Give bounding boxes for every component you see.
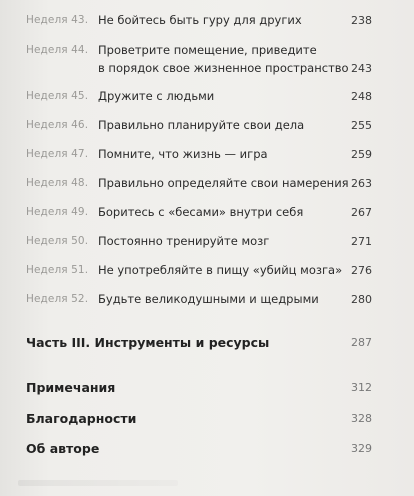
toc-section-page: 287 — [351, 336, 372, 349]
toc-entry-title: Правильно определяйте свои намерения — [98, 176, 349, 190]
toc-entry-week-label: Неделя 48. — [26, 177, 89, 189]
toc-entry-week-label: Неделя 46. — [26, 119, 89, 131]
toc-entry-title: Не бойтесь быть гуру для других — [98, 13, 302, 27]
toc-entry-week-label: Неделя 50. — [26, 235, 89, 247]
toc-entry-page: 280 — [351, 293, 372, 306]
toc-entry-title: Постоянно тренируйте мозг — [98, 234, 270, 248]
toc-section-page: 329 — [351, 442, 372, 455]
toc-entry-title: Правильно планируйте свои дела — [98, 118, 305, 132]
toc-section-page: 312 — [351, 381, 372, 394]
toc-entry-page: 248 — [351, 90, 372, 103]
toc-section-title: Часть III. Инструменты и ресурсы — [26, 335, 270, 350]
toc-entry-title-continued: в порядок свое жизненное пространство — [98, 61, 349, 75]
bleed-through-shadow — [18, 480, 178, 486]
toc-entry-page: 263 — [351, 177, 372, 190]
toc-entry-title: Боритесь с «бесами» внутри себя — [98, 205, 304, 219]
toc-section-title: Об авторе — [26, 441, 100, 456]
toc-entry-week-label: Неделя 47. — [26, 148, 89, 160]
toc-section-title: Примечания — [26, 380, 116, 395]
toc-entry-title: Помните, что жизнь — игра — [98, 147, 268, 161]
toc-entry-page: 255 — [351, 119, 372, 132]
toc-entry-page: 238 — [351, 14, 372, 27]
toc-entry-page: 267 — [351, 206, 372, 219]
toc-entry-week-label: Неделя 51. — [26, 264, 89, 276]
toc-entry-week-label: Неделя 45. — [26, 90, 89, 102]
toc-section-page: 328 — [351, 412, 372, 425]
toc-entry-title: Будьте великодушными и щедрыми — [98, 292, 319, 306]
toc-entry-week-label: Неделя 49. — [26, 206, 89, 218]
toc-entry-page: 243 — [351, 62, 372, 75]
toc-entry-page: 276 — [351, 264, 372, 277]
toc-entry-page: 259 — [351, 148, 372, 161]
toc-section-title: Благодарности — [26, 411, 137, 426]
toc-entry-week-label: Неделя 52. — [26, 293, 89, 305]
toc-entry-week-label: Неделя 44. — [26, 44, 89, 56]
toc-entry-week-label: Неделя 43. — [26, 14, 89, 26]
toc-entry-title: Не употребляйте в пищу «убийц мозга» — [98, 263, 343, 277]
toc-entry-page: 271 — [351, 235, 372, 248]
toc-entry-title: Проветрите помещение, приведите — [98, 43, 317, 57]
toc-entry-title: Дружите с людьми — [98, 89, 215, 103]
